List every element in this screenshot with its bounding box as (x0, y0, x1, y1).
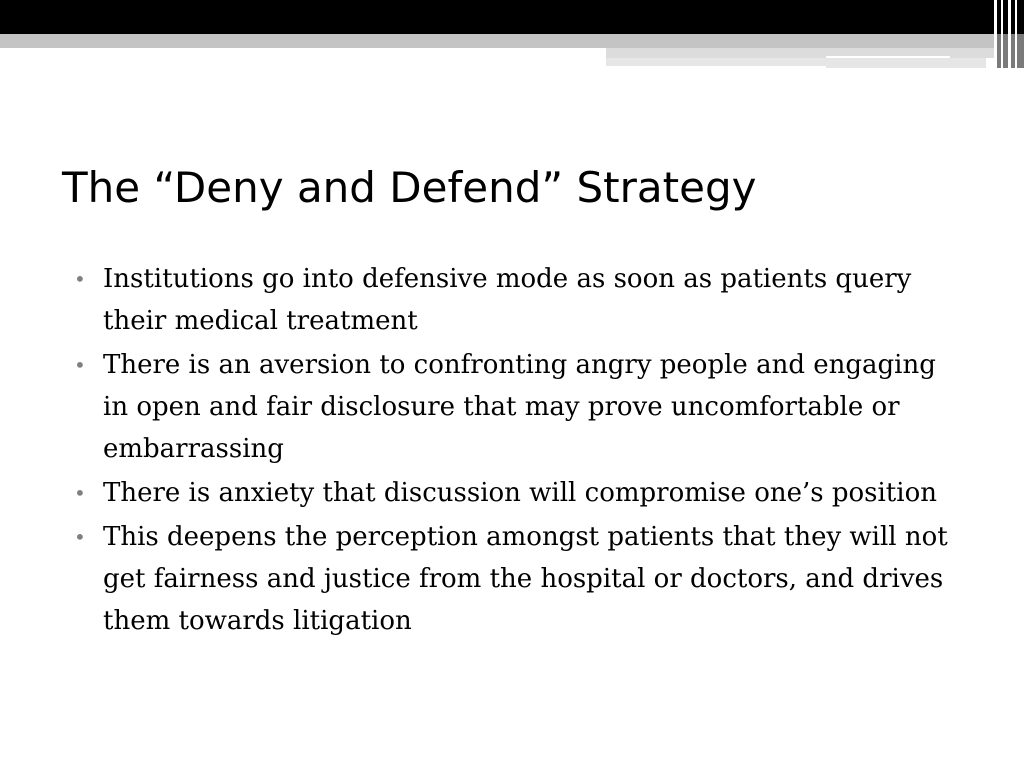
bullet-icon: • (74, 481, 86, 505)
header-banner-light-stripe (606, 48, 1024, 58)
header-banner-vertical-line (1015, 0, 1017, 68)
bullet-text: There is anxiety that discussion will compromise one’s position (103, 478, 937, 508)
header-banner-vertical-line (1001, 0, 1003, 68)
slide-title: The “Deny and Defend” Strategy (62, 163, 757, 212)
header-banner (0, 0, 1024, 34)
bullet-item (74, 516, 954, 642)
bullet-text: This deepens the perception amongst patients that they will not get fairness and justice from the hospital or doctors, and drives them towards litigation (103, 522, 948, 636)
header-banner-vertical-line (994, 0, 997, 68)
bullet-item (74, 258, 954, 342)
bullet-icon: • (74, 353, 86, 377)
bullet-list (74, 258, 954, 644)
bullet-item (74, 472, 954, 514)
header-banner-gray-stripe (0, 34, 1024, 48)
bullet-icon: • (74, 267, 86, 291)
bullet-icon: • (74, 525, 86, 549)
bullet-text: There is an aversion to confronting angry people and engaging in open and fair disclosure that may prove uncomfortable or embarrassing (103, 350, 936, 464)
header-banner-vertical-line (1008, 0, 1011, 68)
bullet-item (74, 344, 954, 470)
header-banner-vertical-bar (1017, 34, 1024, 68)
header-banner-divider (826, 56, 950, 58)
header-banner-divider (606, 66, 826, 68)
bullet-text: Institutions go into defensive mode as soon as patients query their medical treatment (103, 264, 912, 336)
